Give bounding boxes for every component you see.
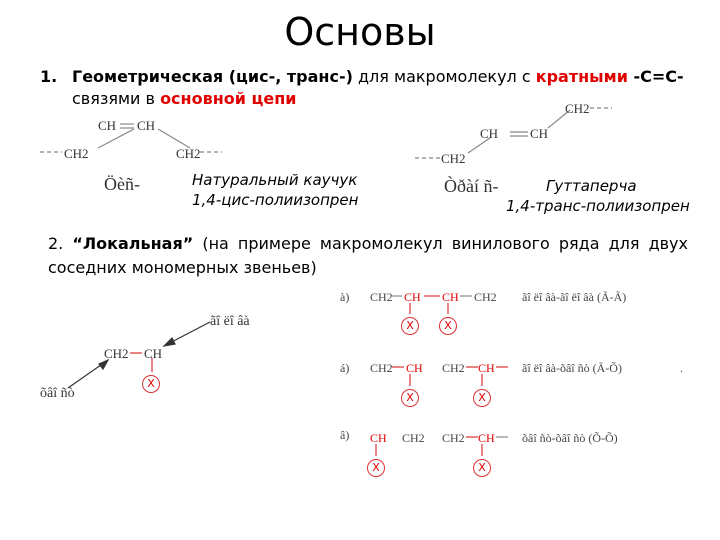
trans-garbled-label: Òðàí ñ- [444,176,499,196]
cis-ch-right: CH [137,118,156,133]
cis-ch2-left: CH2 [64,146,89,161]
section-line2: связями в [72,89,161,108]
row-b-x1-circle: X [401,389,419,407]
row-c-x2-circle: X [473,459,491,477]
cis-ch-left: CH [98,118,117,133]
row-c-x1-circle: X [367,459,385,477]
row-a-letter: à) [340,290,350,304]
left-tail-label: õâî ñò [40,386,75,401]
left-x-circle: X [142,375,160,393]
trans-ch-right: CH [530,126,549,141]
section-number: 1. [40,67,58,86]
row-c-x1 [367,456,385,477]
row-a-x1 [401,314,419,335]
trans-ch-left: CH [480,126,499,141]
row-b-x2-circle: X [473,389,491,407]
section2-quote: “Локальная” [72,234,194,253]
row-a-ch-1: CH [404,290,421,304]
cis-caption-line2: 1,4-цис-полиизопрен [192,191,359,209]
row-a-x1-circle: X [401,317,419,335]
stray-mark: . [680,361,683,375]
row-a-ch2-1: CH2 [370,290,393,304]
row-a-x2-circle: X [439,317,457,335]
row-c-ch-1: CH [370,431,387,445]
row-a-ch2-2: CH2 [474,290,497,304]
trans-caption-line1: Гуттаперча [546,177,637,195]
section-lead: Геометрическая (цис-, транс-) [72,67,353,86]
row-c-label: õâî ñò-õâî ñò (Õ-Õ) [522,431,618,445]
double-bond-text: -С=С- [627,67,684,86]
trans-ch2-bottom: CH2 [441,151,466,166]
left-ch2: CH2 [104,346,129,361]
left-head-label: ãî ëî âà [210,314,250,329]
cis-caption-line1: Натуральный каучук [192,171,358,189]
row-c-ch-2: CH [478,431,495,445]
row-a-label: ãî ëî âà-ãî ëî âà (Ã-Ã) [522,290,627,304]
section2-text: (на примере макромолекул винилового ряда для двух соседних мономерных звеньев) [48,234,688,277]
section2-number: 2. [48,234,64,253]
row-c-letter: â) [340,428,350,442]
row-c-x2 [473,456,491,477]
page-title: Основы [284,10,436,54]
trans-ch2-top: CH2 [565,101,590,116]
row-b-x2 [473,386,491,407]
left-ch: CH [144,346,163,361]
cis-caption [192,170,358,210]
row-a-x2 [439,314,457,335]
row-c-ch2-2: CH2 [442,431,465,445]
row-b-letter: á) [340,361,350,375]
trans-caption-line2: 1,4-транс-полиизопрен [506,197,690,215]
row-b-label: ãî ëî âà-õâî ñò (Ã-Õ) [522,361,622,375]
row-c-ch2-1: CH2 [402,431,425,445]
cis-garbled-label: Öèñ- [104,174,140,194]
row-b-ch2-2: CH2 [442,361,465,375]
row-b-ch-2: CH [478,361,495,375]
row-b-ch-1: CH [406,361,423,375]
highlight-main-chain: основной цепи [160,89,297,108]
row-b-ch2-1: CH2 [370,361,393,375]
section-mid: для макромолекул с [352,67,536,86]
highlight-multiple: кратными [535,67,628,86]
row-b-x1 [401,386,419,407]
section-local [48,232,688,280]
cis-ch2-right: CH2 [176,146,201,161]
left-x-group [142,372,160,393]
row-a-ch-2: CH [442,290,459,304]
